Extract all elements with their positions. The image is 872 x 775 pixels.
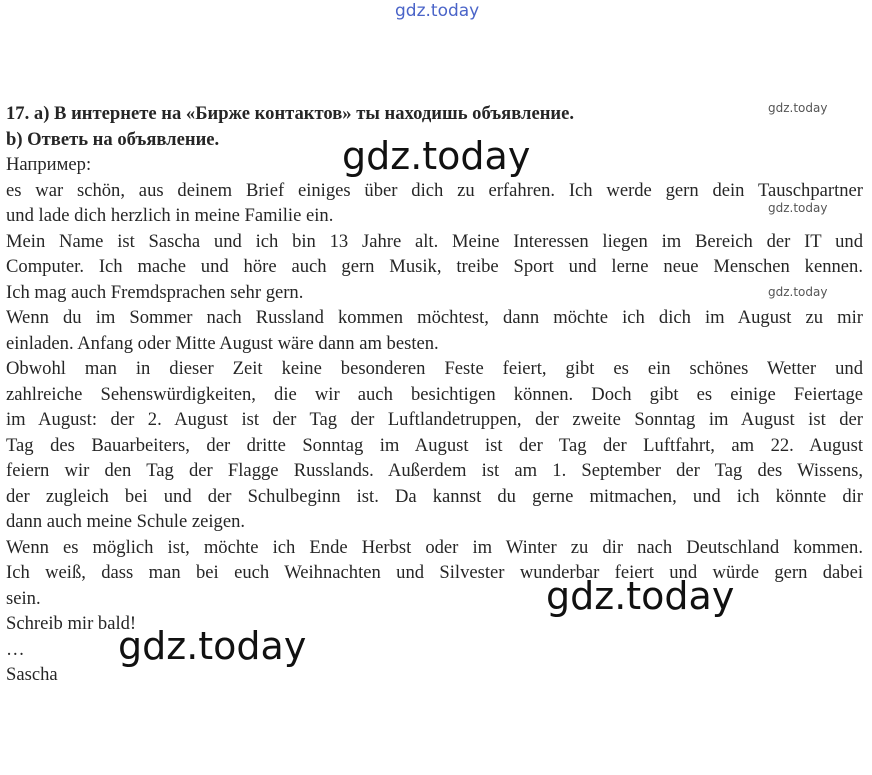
example-label: Например: xyxy=(6,154,92,175)
letter-line: sein. xyxy=(6,587,41,609)
letter-signature: Sascha xyxy=(6,664,58,685)
letter-line: und lade dich herzlich in meine Familie ein. xyxy=(6,205,334,226)
letter-line: Ich weiß, dass man bei euch Weihnachten und Silvester wunderbar feiert und würde gern dabei xyxy=(6,562,863,583)
document-body xyxy=(6,101,863,688)
letter-line: Ich mag auch Fremdsprachen sehr gern. xyxy=(6,281,304,303)
letter-line: Wenn es möglich ist, möchte ich Ende Herbst oder im Winter zu dir nach Deutschland kommen. xyxy=(6,536,863,558)
watermark-small-2: gdz.today xyxy=(768,201,828,215)
letter-line: feiern wir den Tag der Flagge Russlands. Außerdem ist am 1. September der Tag des Wissens, xyxy=(6,460,863,481)
task-line-b: b) Ответь на объявление. xyxy=(6,128,220,150)
letter-ellipsis: … xyxy=(6,638,25,660)
letter-line: dann auch meine Schule zeigen. xyxy=(6,511,246,532)
letter-line: es war schön, aus deinem Brief einiges über dich zu erfahren. Ich werde gern dein Tauschpartner xyxy=(6,179,863,201)
letter-closing: Schreib mir bald! xyxy=(6,613,137,634)
letter-line: Wenn du im Sommer nach Russland kommen möchtest, dann möchte ich dich im August zu mir xyxy=(6,307,863,328)
watermark-small-1: gdz.today xyxy=(768,101,828,115)
task-line-a: 17. a) В интернете на «Бирже контактов» ты находишь объявление. xyxy=(6,103,575,124)
watermark-top: gdz.today xyxy=(395,1,480,21)
letter-line: Tag des Bauarbeiters, der dritte Sonntag im August ist der Tag der Luftfahrt, am 22. August xyxy=(6,434,863,456)
watermark-big-1: gdz.today xyxy=(342,134,531,178)
letter-line: einladen. Anfang oder Mitte August wäre dann am besten. xyxy=(6,332,439,354)
watermark-small-3: gdz.today xyxy=(768,285,828,299)
watermark-big-3: gdz.today xyxy=(118,624,307,668)
watermark-big-2: gdz.today xyxy=(546,574,735,618)
letter-line: Computer. Ich mache und höre auch gern Musik, treibe Sport und lerne neue Menschen kennen. xyxy=(6,256,863,277)
letter-line: Obwohl man in dieser Zeit keine besonderen Feste feiert, gibt es ein schönes Wetter und xyxy=(6,358,863,379)
letter-line: zahlreiche Sehenswürdigkeiten, die wir auch besichtigen können. Doch gibt es einige Feiertage xyxy=(6,383,863,405)
letter-line: der zugleich bei und der Schulbeginn ist. Da kannst du gerne mitmachen, und ich könnte dir xyxy=(6,485,863,507)
letter-line: im August: der 2. August ist der Tag der Luftlandetruppen, der zweite Sonntag im August ist der xyxy=(6,409,863,430)
letter-line: Mein Name ist Sascha und ich bin 13 Jahre alt. Meine Interessen liegen im Bereich der IT und xyxy=(6,230,863,252)
